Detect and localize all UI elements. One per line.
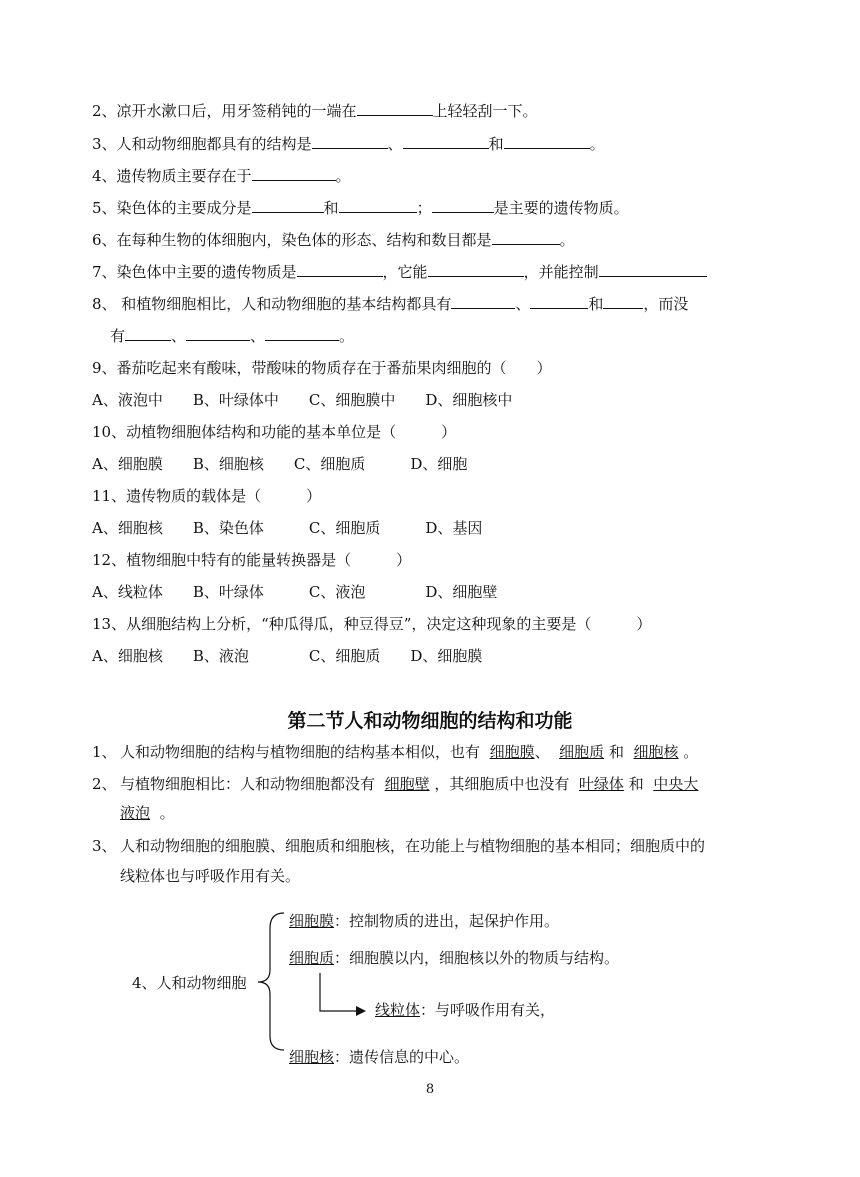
question-13-options: A、细胞核 B、液泡 C、细胞质 D、细胞膜	[92, 647, 483, 665]
point-1-number: 1、	[92, 743, 117, 761]
cytoplasm-desc: ：细胞膜以内，细胞核以外的物质与结构。	[334, 949, 620, 967]
membrane-term: 细胞膜	[289, 912, 335, 930]
arrow-head	[356, 1006, 366, 1016]
cytoplasm-term: 细胞质	[289, 949, 335, 967]
membrane-desc: ：控制物质的进出，起保护作用。	[334, 912, 560, 930]
p2-text-c: ，其细胞质中也没有	[434, 775, 570, 793]
q5-text-a: 5、染色体的主要成分是	[92, 199, 252, 217]
q7-text-b: ，它能	[382, 263, 428, 281]
page-number: 8	[425, 1082, 435, 1097]
p2-text-h: 。	[159, 804, 175, 822]
p1-text-g: 。	[683, 743, 699, 761]
q3-text-d: 。	[589, 135, 605, 153]
term-central-vacuole-a: 中央大	[653, 775, 699, 793]
q2-text-b: 上轻轻刮一下。	[432, 102, 538, 120]
question-11: 11、遗传物质的载体是（ ）	[92, 487, 322, 505]
question-9: 9、番茄吃起来有酸味，带酸味的物质存在于番茄果肉细胞的（ ）	[92, 359, 552, 377]
nucleus-term: 细胞核	[289, 1048, 335, 1066]
nucleus-desc: ：遗传信息的中心。	[334, 1048, 470, 1066]
p1-text-c: 、	[534, 743, 550, 761]
q7-text-c: ，并能控制	[523, 263, 599, 281]
q8-text-e: 有	[110, 327, 126, 345]
q5-text-d: 是主要的遗传物质。	[493, 199, 629, 217]
diagram-root: 4、人和动物细胞	[132, 974, 247, 992]
section-title: 第二节人和动物细胞的结构和功能	[287, 710, 573, 732]
q4-text-b: 。	[335, 167, 351, 185]
term-cytoplasm: 细胞质	[559, 743, 605, 761]
q3-text-a: 3、人和动物细胞都具有的结构是	[92, 135, 312, 153]
question-13: 13、从细胞结构上分析，“种瓜得瓜，种豆得豆”，决定这种现象的主要是（ ）	[92, 615, 652, 633]
question-11-options: A、细胞核 B、染色体 C、细胞质 D、基因	[92, 519, 483, 537]
point-3-continued: 线粒体也与呼吸作用有关。	[120, 867, 301, 885]
p1-text-a: 人和动物细胞的结构与植物细胞的结构基本相似，也有	[120, 743, 481, 761]
connector-line	[320, 973, 356, 1011]
question-10: 10、动植物细胞体结构和功能的基本单位是（ ）	[92, 423, 457, 441]
q8-text-c: 和	[588, 295, 604, 313]
q8-text-d: ，而没	[643, 295, 689, 313]
q5-text-b: 和	[323, 199, 339, 217]
p1-text-e: 和	[608, 743, 624, 761]
term-cell-membrane: 细胞膜	[489, 743, 535, 761]
q5-text-c: ；	[416, 199, 432, 217]
mito-term: 线粒体	[375, 1001, 421, 1019]
term-central-vacuole-b: 液泡	[120, 804, 151, 822]
q6-text-b: 。	[559, 231, 575, 249]
q2-text-a: 2、凉开水漱口后，用牙签稍钝的一端在	[92, 102, 357, 120]
point-3: 人和动物细胞的细胞膜、细胞质和细胞核，在功能上与植物细胞的基本相同；细胞质中的	[120, 837, 706, 855]
q7-text-a: 7、染色体中主要的遗传物质是	[92, 263, 297, 281]
question-9-options: A、液泡中 B、叶绿体中 C、细胞膜中 D、细胞核中	[92, 391, 513, 409]
question-12-options: A、线粒体 B、叶绿体 C、液泡 D、细胞壁	[92, 583, 498, 601]
question-12: 12、植物细胞中特有的能量转换器是（ ）	[92, 551, 412, 569]
term-cell-wall: 细胞壁	[384, 775, 430, 793]
diagram-node-mitochondria	[375, 999, 555, 1020]
q3-text-b: 、	[387, 135, 403, 153]
diagram-node-cytoplasm	[289, 947, 619, 968]
curly-brace	[258, 913, 284, 1050]
q8-text-a: 8、 和植物细胞相比，人和动物细胞的基本结构都具有	[92, 295, 452, 313]
term-nucleus: 细胞核	[633, 743, 679, 761]
q4-text-a: 4、遗传物质主要存在于	[92, 167, 252, 185]
q8-text-g: 、	[250, 327, 266, 345]
point-3-number: 3、	[92, 837, 117, 855]
p2-text-e: 和	[628, 775, 644, 793]
mito-desc: ：与呼吸作用有关，	[420, 1001, 556, 1019]
q6-text-a: 6、在每种生物的体细胞内，染色体的形态、结构和数目都是	[92, 231, 492, 249]
q8-text-h: 。	[339, 327, 355, 345]
diagram-node-membrane	[289, 910, 559, 931]
point-2-number: 2、	[92, 775, 117, 793]
question-10-options: A、细胞膜 B、细胞核 C、细胞质 D、细胞	[92, 455, 468, 473]
q8-text-b: 、	[515, 295, 531, 313]
q3-text-c: 和	[488, 135, 504, 153]
term-chloroplast: 叶绿体	[578, 775, 624, 793]
q8-text-f: 、	[171, 327, 187, 345]
p2-text-a: 与植物细胞相比：人和动物细胞都没有	[120, 775, 376, 793]
diagram-node-nucleus	[289, 1046, 469, 1067]
